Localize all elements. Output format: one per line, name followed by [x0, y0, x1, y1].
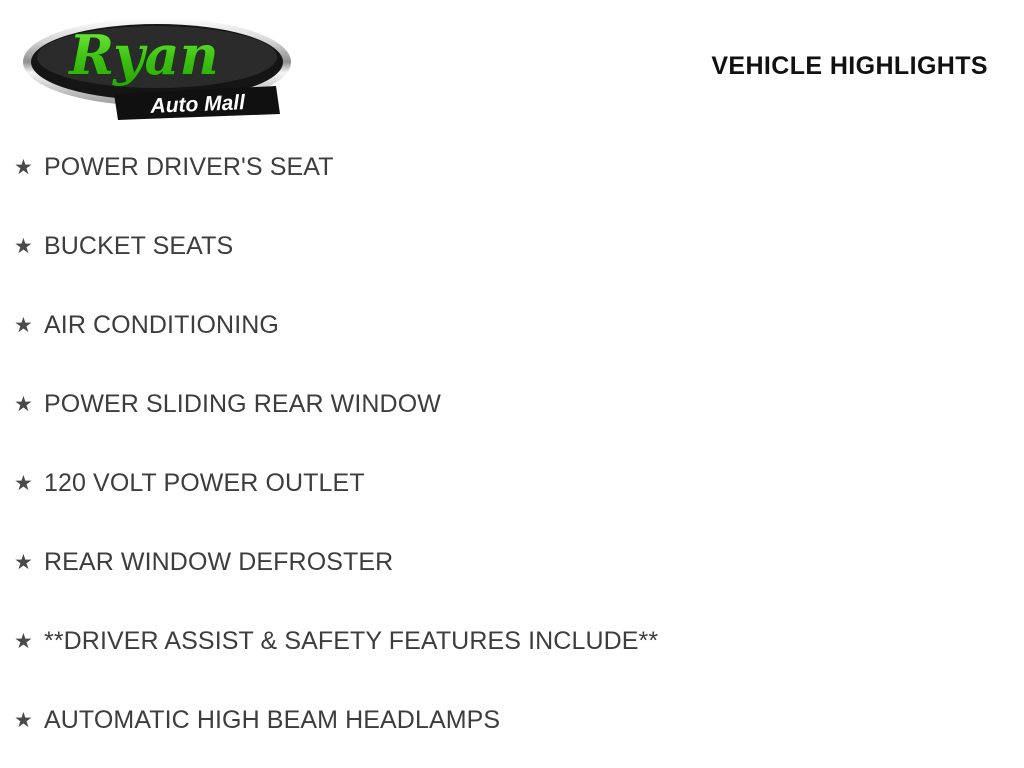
list-item: [0, 602, 1024, 681]
page-title: VEHICLE HIGHLIGHTS: [711, 52, 988, 80]
ryan-auto-mall-logo: [18, 8, 296, 126]
star-icon: ★: [14, 709, 33, 732]
highlight-label: AIR CONDITIONING: [44, 310, 279, 339]
list-item: [0, 444, 1024, 523]
highlight-label: **DRIVER ASSIST & SAFETY FEATURES INCLUDE**: [44, 626, 659, 655]
list-item: [0, 365, 1024, 444]
highlight-label: REAR WINDOW DEFROSTER: [44, 547, 394, 576]
list-item: [0, 681, 1024, 760]
highlight-label: POWER DRIVER'S SEAT: [44, 152, 334, 181]
highlight-label: POWER SLIDING REAR WINDOW: [44, 389, 441, 418]
list-item: [0, 128, 1024, 207]
vehicle-highlights-list: [0, 128, 1024, 768]
highlight-label: AUTOMATIC HIGH BEAM HEADLAMPS: [44, 705, 501, 734]
star-icon: ★: [14, 393, 33, 416]
list-item: [0, 523, 1024, 602]
star-icon: ★: [14, 551, 33, 574]
svg-text:Ryan: Ryan: [69, 23, 219, 87]
star-icon: ★: [14, 630, 33, 653]
highlight-label: BUCKET SEATS: [44, 231, 234, 260]
svg-text:Auto Mall: Auto Mall: [150, 91, 246, 118]
star-icon: ★: [14, 314, 33, 337]
list-item: [0, 286, 1024, 365]
list-item: [0, 207, 1024, 286]
highlight-label: 120 VOLT POWER OUTLET: [44, 468, 365, 497]
star-icon: ★: [14, 472, 33, 495]
star-icon: ★: [14, 156, 33, 179]
star-icon: ★: [14, 235, 33, 258]
page-header: [0, 0, 1024, 128]
